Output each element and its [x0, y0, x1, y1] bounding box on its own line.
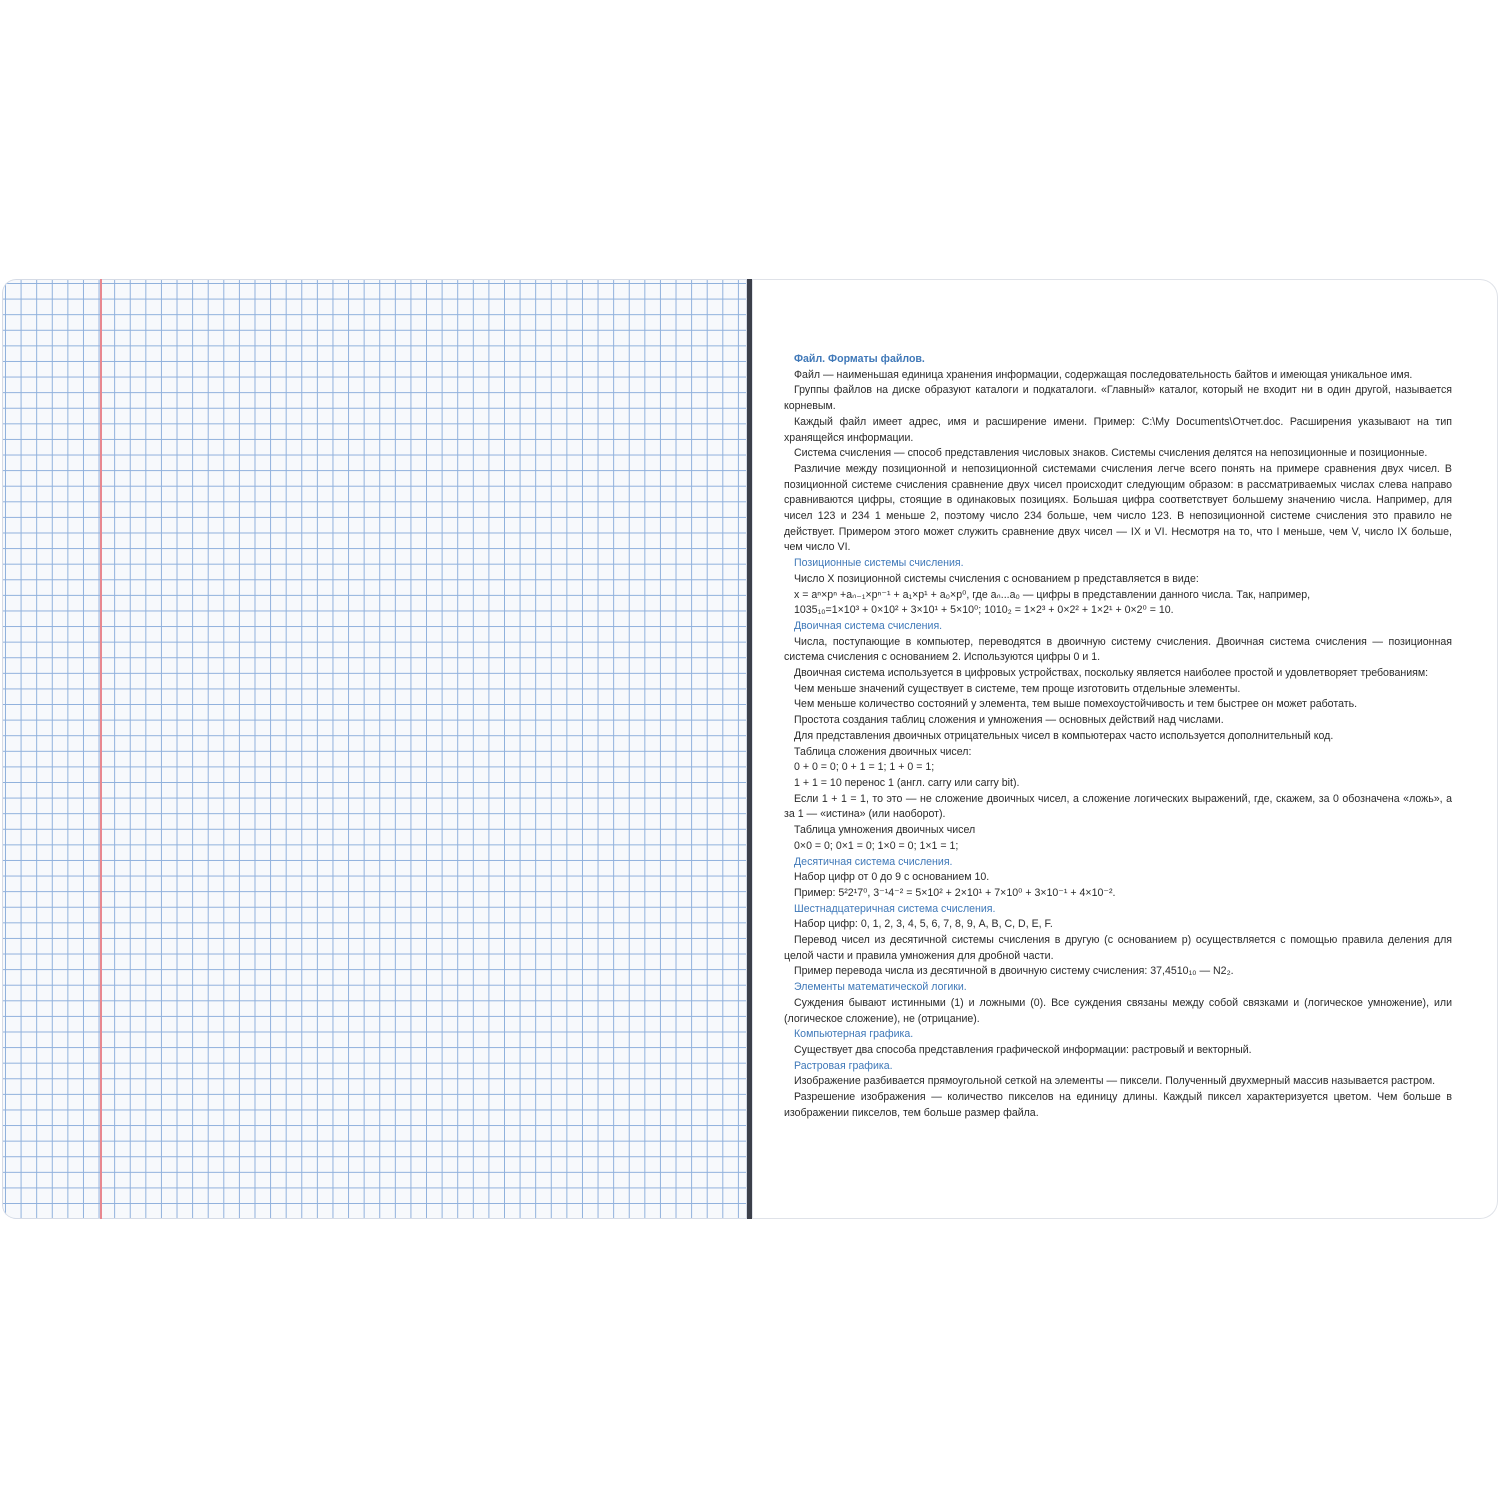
section-heading: Компьютерная графика. — [794, 1028, 914, 1041]
text-line: Таблица умножения двоичных чисел — [794, 824, 976, 837]
section-heading: Растровая графика. — [794, 1059, 893, 1072]
section-heading: Двоичная система счисления. — [794, 619, 943, 632]
text-line: x = aⁿ×pⁿ +aₙ₋₁×pⁿ⁻¹ + a₁×p¹ + a₀×p⁰, где aₙ...a₀ — цифры в представлении данного числа. Так, например, — [794, 588, 1311, 601]
text-line: Двоичная система используется в цифровых устройствах, поскольку является наиболее простой и удовлетворяет требованиям: — [794, 667, 1429, 680]
section-heading: Позиционные системы счисления. — [794, 557, 964, 570]
text-line: Пример перевода числа из десятичной в двоичную систему счисления: 37,4510₁₀ — N2₂. — [794, 965, 1234, 978]
text-line: Набор цифр от 0 до 9 с основанием 10. — [794, 871, 990, 884]
section-heading: Шестнадцатеричная система счисления. — [794, 902, 996, 915]
paragraph: Перевод чисел из десятичной системы счисления в другую (с основанием p) осуществляется с помощью правила деления для целой части и правила умножения для дробной части. — [784, 934, 1452, 962]
paragraph: Файл — наименьшая единица хранения информации, содержащая последовательность байтов и имеющая уникальное имя. — [794, 368, 1413, 381]
notebook-spread — [2, 279, 1498, 1219]
paragraph: Числа, поступающие в компьютер, переводятся в двоичную систему счисления. Двоичная система счисления — позиционная система счисления с основанием 2. Используются цифры 0 и 1. — [784, 635, 1452, 664]
text-line: 0×0 = 0; 0×1 = 0; 1×0 = 0; 1×1 = 1; — [794, 839, 959, 852]
reference-page — [752, 279, 1498, 1219]
text-line: Для представления двоичных отрицательных чисел в компьютерах часто используется дополнительный код. — [794, 729, 1334, 742]
text-line: Таблица сложения двоичных чисел: — [794, 745, 972, 758]
paragraph: Различие между позиционной и непозиционной системами счисления легче всего понять на примере сравнения двух чисел. В позиционной системе счисления сравнение двух чисел происходит следующим образом: в рассматриваемых числах слева направо сравниваются цифры, стоящие в одинаковых позициях. Большая цифра соответствует большему значению числа. Например, для чисел 123 и 234 1 меньше 2, поэтому число 234 больше, чем число 123. В непозиционной системе счисления это правило не действует. Примером этого может служить сравнение двух чисел — IX и VI. Несмотря на то, что I меньше, чем V, число IX больше, чем число VI. — [784, 462, 1452, 554]
text-line: Чем меньше количество состояний у элемента, тем выше помехоустойчивость и тем быстрее он может работать. — [794, 698, 1358, 711]
text-line: 0 + 0 = 0; 0 + 1 = 1; 1 + 0 = 1; — [794, 761, 935, 774]
text-line: Простота создания таблиц сложения и умножения — основных действий над числами. — [794, 714, 1224, 727]
paragraph: Система счисления — способ представления числовых знаков. Системы счисления делятся на непозиционные и позиционные. — [794, 447, 1428, 460]
text-line: Существует два способа представления графической информации: растровый и векторный. — [794, 1043, 1252, 1056]
paragraph: Группы файлов на диске образуют каталоги и подкаталоги. «Главный» каталог, который не входит ни в один другой, называется корневым. — [784, 384, 1452, 413]
section-heading: Десятичная система счисления. — [794, 855, 953, 868]
paragraph: Суждения бывают истинными (1) и ложными (0). Все суждения связаны между собой связками и (логическое умножение), или (логическое сложение), не (отрицание). — [784, 996, 1452, 1025]
text-line: 1035₁₀=1×10³ + 0×10² + 3×10¹ + 5×10⁰; 1010₂ = 1×2³ + 0×2² + 1×2¹ + 0×2⁰ = 10. — [794, 604, 1174, 617]
margin-line — [100, 279, 102, 1219]
reference-text — [784, 352, 1452, 1121]
paragraph: Разрешение изображения — количество пикселов на единицу длины. Каждый пиксел характеризуется цветом. Чем больше в изображении пикселов, тем больше размер файла. — [784, 1091, 1452, 1119]
section-heading: Элементы математической логики. — [794, 981, 967, 994]
paragraph: Каждый файл имеет адрес, имя и расширение имени. Пример: C:\My Documents\Отчет.doc. Расширения указывают на тип хранящейся информации. — [784, 415, 1452, 444]
text-line: Пример: 5²2¹7⁰, 3⁻¹4⁻² = 5×10² + 2×10¹ + 7×10⁰ + 3×10⁻¹ + 4×10⁻². — [794, 886, 1116, 899]
graph-paper-page — [2, 279, 747, 1219]
paragraph: Число X позиционной системы счисления с основанием p представляется в виде: — [794, 572, 1199, 585]
paragraph: Изображение разбивается прямоугольной сеткой на элементы — пиксели. Полученный двухмерный массив называется растром. — [794, 1075, 1436, 1088]
text-line: Чем меньше значений существует в системе, тем проще изготовить отдельные элементы. — [794, 682, 1241, 695]
text-line: 1 + 1 = 10 перенос 1 (англ. carry или carry bit). — [794, 776, 1020, 789]
text-line: Набор цифр: 0, 1, 2, 3, 4, 5, 6, 7, 8, 9, A, B, C, D, E, F. — [794, 918, 1053, 931]
section-heading: Файл. Форматы файлов. — [794, 353, 925, 365]
paragraph: Если 1 + 1 = 1, то это — не сложение двоичных чисел, а сложение логических выражений, где, скажем, за 0 обозначена «ложь», а за 1 — «истина» (или наоборот). — [784, 792, 1452, 821]
